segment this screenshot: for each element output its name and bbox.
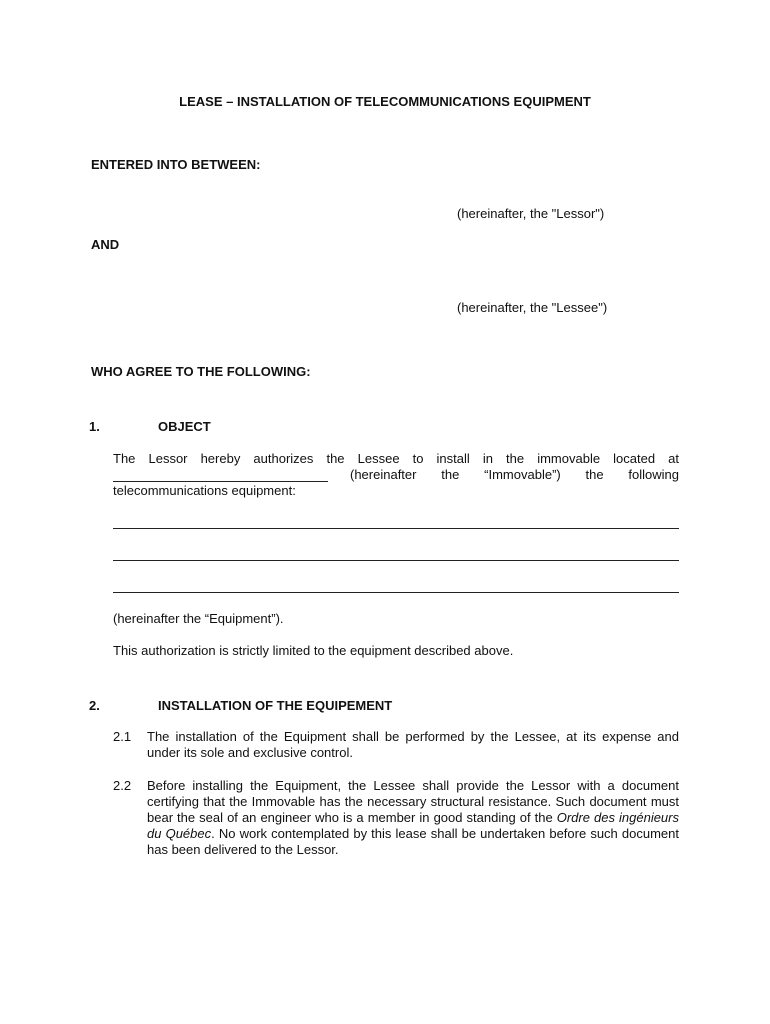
section-1-heading: OBJECT (158, 419, 211, 434)
section-2-heading: INSTALLATION OF THE EQUIPEMENT (158, 698, 393, 713)
clause-2-2-number: 2.2 (113, 778, 132, 793)
clause-2-2-text-after: . No work contemplated by this lease shall be undertaken before such document has been delivered to the Lessor. (147, 826, 679, 857)
lessor-designation: (hereinafter, the "Lessor") (457, 206, 605, 221)
section-1-intro-line-1: The Lessor hereby authorizes the Lessee to install in the immovable located at (113, 451, 679, 466)
section-1-number: 1. (89, 419, 100, 434)
lessee-designation: (hereinafter, the "Lessee") (457, 300, 608, 315)
immovable-address-blank (113, 481, 328, 482)
clause-2-2-text-before: Before installing the Equipment, the Lessee shall provide the Lessor with a document certifying that the Immovable has the necessary structural resistance. Such document must bear the seal of an engineer who is a member in good standing of the (147, 778, 679, 825)
equipment-line-2 (113, 560, 679, 561)
authorization-limitation: This authorization is strictly limited to the equipment described above. (113, 643, 514, 658)
equipment-designation: (hereinafter the “Equipment”). (113, 611, 284, 626)
entered-into-heading: ENTERED INTO BETWEEN: (91, 157, 261, 172)
section-1-intro-line-2: (hereinafter the “Immovable”) the following (350, 467, 679, 482)
clause-2-2-text (147, 778, 679, 858)
document-title: LEASE – INSTALLATION OF TELECOMMUNICATIONS EQUIPMENT (179, 94, 591, 109)
equipment-line-3 (113, 592, 679, 593)
and-label: AND (91, 237, 120, 252)
who-agree-heading: WHO AGREE TO THE FOLLOWING: (91, 364, 311, 379)
clause-2-1-text: The installation of the Equipment shall be performed by the Lessee, at its expense and under its sole and exclusive control. (147, 729, 679, 760)
clause-2-1-number: 2.1 (113, 729, 132, 744)
order-name: Ordre des ingénieurs du Québec (147, 810, 679, 841)
section-1-intro-line-3: telecommunications equipment: (113, 483, 296, 498)
section-2-number: 2. (89, 698, 100, 713)
equipment-line-1 (113, 528, 679, 529)
